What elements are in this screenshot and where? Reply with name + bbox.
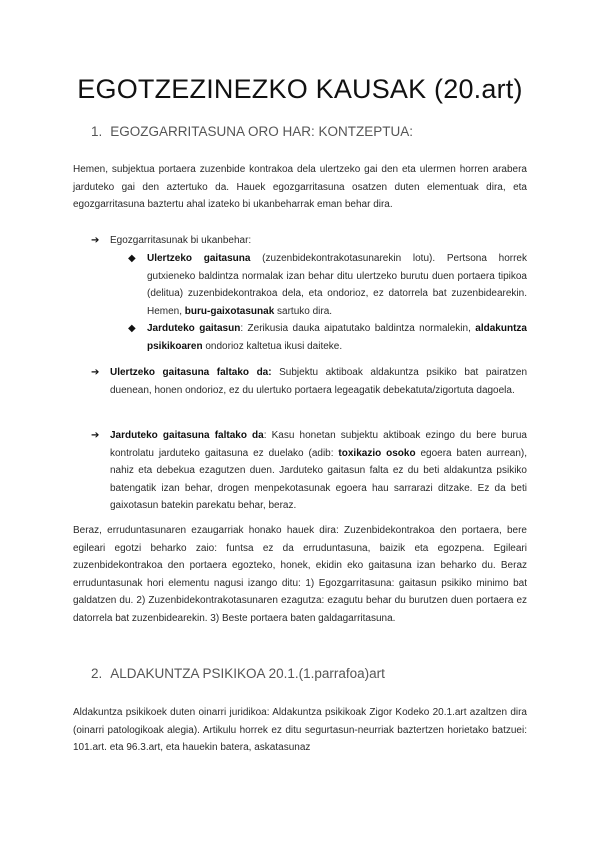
term-jarduteko-gaitasun: Jarduteko gaitasun xyxy=(147,323,241,334)
sub2-text: : Zerikusia dauka aipatutako baldintza normalekin, xyxy=(240,323,476,334)
arrow-icon: ➔ xyxy=(91,430,100,441)
b3-text-end: egoera baten aurrean), nahiz eta debekua ezagutzen duen. Jarduteko gaitasun falta ez du beti aldakuntza psikiko batengatik izan behar, drogen menpekotasunak egoera hau sarrarazi ditzake. Ez da beti gaixotasun batekin parekatu behar, beraz. xyxy=(110,447,527,512)
page-title: EGOTZEZINEZKO KAUSAK (20.art) xyxy=(77,74,523,104)
diamond-bullet-icon: ◆ xyxy=(128,323,136,334)
b2-text: Subjektu aktiboak aldakuntza psikiko bat pairatzen duenean, honen ondorioz, ez du ulertuko portaera legeagatik debekatuta/zigortuta dagoela. xyxy=(110,367,527,396)
bullet-jarduteko-falta xyxy=(110,427,527,515)
term-jarduteko-falta: Jarduteko gaitasuna faltako da xyxy=(110,430,264,441)
sub-bullet-jarduteko xyxy=(147,320,527,355)
term-ulertzeko-gaitasuna: Ulertzeko gaitasuna xyxy=(147,253,251,264)
arrow-icon: ➔ xyxy=(91,367,100,378)
section-2-heading xyxy=(91,666,385,681)
sub2-text-end: ondorioz kaltetua ikusi daiteke. xyxy=(202,340,343,352)
term-ulertzeko-falta: Ulertzeko gaitasuna faltako da: xyxy=(110,367,272,378)
term-buru-gaixotasunak: buru-gaixotasunak xyxy=(184,305,275,317)
b3-text: : Kasu honetan subjektu aktiboak ezingo du bere burua kontrolatu jarduteko gaitasuna ez duelako (adib: xyxy=(110,430,527,459)
section-1-title: EGOZGARRITASUNA ORO HAR: KONTZEPTUA: xyxy=(110,124,414,139)
arrow-icon: ➔ xyxy=(91,235,100,246)
intro-paragraph: Hemen, subjektua portaera zuzenbide kontrakoa dela ulertzeko gai den eta ulermen horren arabera jarduteko gai den aztertuko da. Hauek egozgarritasuna osatzen duten elementuak dira, eta egozgarritasuna baztertu ahal izateko bi ukanbeharrak eman behar dira. xyxy=(73,164,527,211)
section-1-heading xyxy=(91,124,413,139)
bullet-ulertzeko-falta xyxy=(110,364,527,399)
term-toxikazio-osoko: toxikazio osoko xyxy=(338,447,416,459)
diamond-bullet-icon: ◆ xyxy=(128,253,136,264)
list-intro: Egozgarritasunak bi ukanbehar: xyxy=(110,235,252,246)
sub1-text: (zuzenbidekontrakotasunarekin lotu). Pertsona horrek gutxieneko baldintza normalak izan behar ditu ulertzeko burutu duen portaera tipikoa (delitua) zuzenbidekontrakoa dela, eta ondorioz, ez datorrela bat zuzenbidearekin. Hemen, xyxy=(147,253,527,317)
sub1-text-end: sartuko dira. xyxy=(274,305,333,317)
term-aldakuntza-psikikoaren: aldakuntza psikikoaren xyxy=(147,323,527,352)
sub-bullet-ulertzeko xyxy=(147,250,527,320)
summary-paragraph: Beraz, erruduntasunaren ezaugarriak honako hauek dira: Zuzenbidekontrakoa den portaera, bere egileari egotzi beharko zaio: funtsa ez da erruduntasuna, baizik eta egozpena. Egileari zuzenbidekontrakoa den portaera egozteko, honek, ekidin eko gaitasuna izan beharko du. Beraz erruduntasunak hori elementu nagusi izango ditu: 1) Egozgarritasuna: gaitasun psikiko minimo bat galdatzen du. 2) Zuzenbidekontrakotasunaren ezagutza: ezagutu behar du burutzen duen portaera ez datorrela bat zuzenbidearekin. 3) Beste portaera baten galdagarritasuna. xyxy=(73,525,527,624)
section-2-title: ALDAKUNTZA PSIKIKOA 20.1.(1.parrafoa)art xyxy=(110,666,385,681)
section-2-number: 2. xyxy=(91,666,103,681)
section-2-paragraph: Aldakuntza psikikoek duten oinarri juridikoa: Aldakuntza psikikoak Zigor Kodeko 20.1.art azaltzen dira (oinarri patologikoak alegia). Artikulu horrek ez ditu segurtasun-neurriak baztertzen horietako batzuei: 101.art. eta 96.3.art, eta hauekin batera, askatasunaz xyxy=(73,707,527,754)
section-1-number: 1. xyxy=(91,124,103,139)
